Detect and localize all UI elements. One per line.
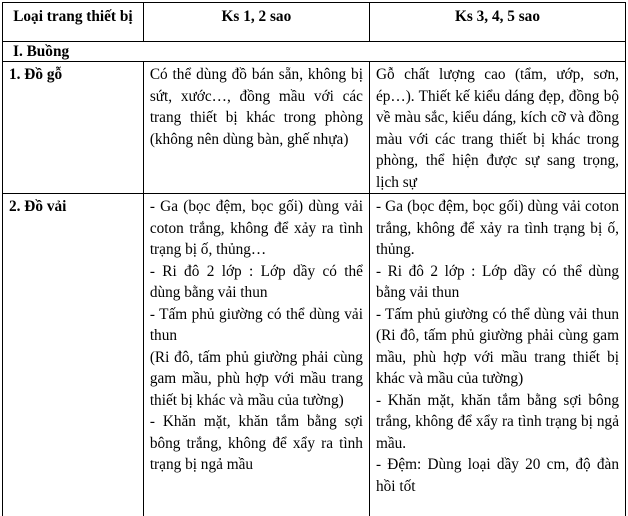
cell-text: Gỗ chất lượng cao (tẩm, ướp, sơn, ép…). Thiết kế kiểu dáng đẹp, đồng bộ về màu sắc, kiểu dáng, kích cỡ và đồng màu với các trang thiết bị khác trong phòng, thể hiện được sự sang trọng, lịch sự xyxy=(376,64,619,193)
cell-ks-3-4-5 xyxy=(369,194,625,516)
cell-text: (Ri đô, tấm phủ giường phải cùng gam mầu, phù hợp với mầu trang thiết bị khác và mầu của tường) xyxy=(150,347,363,412)
cell-text: - Tấm phủ giường có thể dùng vải thun xyxy=(150,304,363,347)
header-equipment-type: Loại trang thiết bị xyxy=(3,3,144,42)
header-ks-1-2-star: Ks 1, 2 sao xyxy=(143,3,369,42)
cell-ks-1-2 xyxy=(143,194,369,516)
cell-ks-1-2 xyxy=(143,62,369,194)
header-ks-3-4-5-star: Ks 3, 4, 5 sao xyxy=(369,3,625,42)
row-label: 1. Đồ gỗ xyxy=(3,62,144,194)
cell-text: - Khăn mặt, khăn tắm bằng sợi bông trắng, không để xẩy ra tình trạng bị ngả mầu xyxy=(150,411,363,476)
section-row xyxy=(3,42,626,62)
cell-text: - Đệm: Dùng loại dầy 20 cm, độ đàn hồi tốt xyxy=(376,454,619,497)
cell-text: - Ri đô 2 lớp : Lớp dầy có thể dùng bằng vải thun xyxy=(376,261,619,304)
section-title: I. Buồng xyxy=(3,42,626,62)
cell-text: - Ga (bọc đệm, bọc gối) dùng vải coton trắng, không để xảy ra tình trạng bị ố, thủng… xyxy=(150,196,363,261)
table-row xyxy=(3,194,626,516)
cell-text: Có thể dùng đồ bán sẵn, không bị sứt, xước…, đồng mầu với các trang thiết bị khác trong phòng (không nên dùng bàn, ghế nhựa) xyxy=(150,64,363,150)
table-row xyxy=(3,62,626,194)
cell-ks-3-4-5 xyxy=(369,62,625,194)
cell-text: - Tấm phủ giường có thể dùng vải thun (Ri đô, tấm phủ giường phải cùng gam mầu, phù hợp với mầu trang thiết bị khác và mầu của tường) xyxy=(376,304,619,390)
header-row xyxy=(3,3,626,42)
cell-text: - Khăn mặt, khăn tắm bằng sợi bông trắng, không để xẩy ra tình trạng bị ngả mầu. xyxy=(376,390,619,455)
cell-text: - Ri đô 2 lớp : Lớp dầy có thể dùng bằng vải thun xyxy=(150,261,363,304)
cell-text: - Ga (bọc đệm, bọc gối) dùng vải coton trắng, không để xảy ra tình trạng bị ố, thủng. xyxy=(376,196,619,261)
row-label: 2. Đồ vải xyxy=(3,194,144,516)
hotel-equipment-table xyxy=(2,2,626,516)
